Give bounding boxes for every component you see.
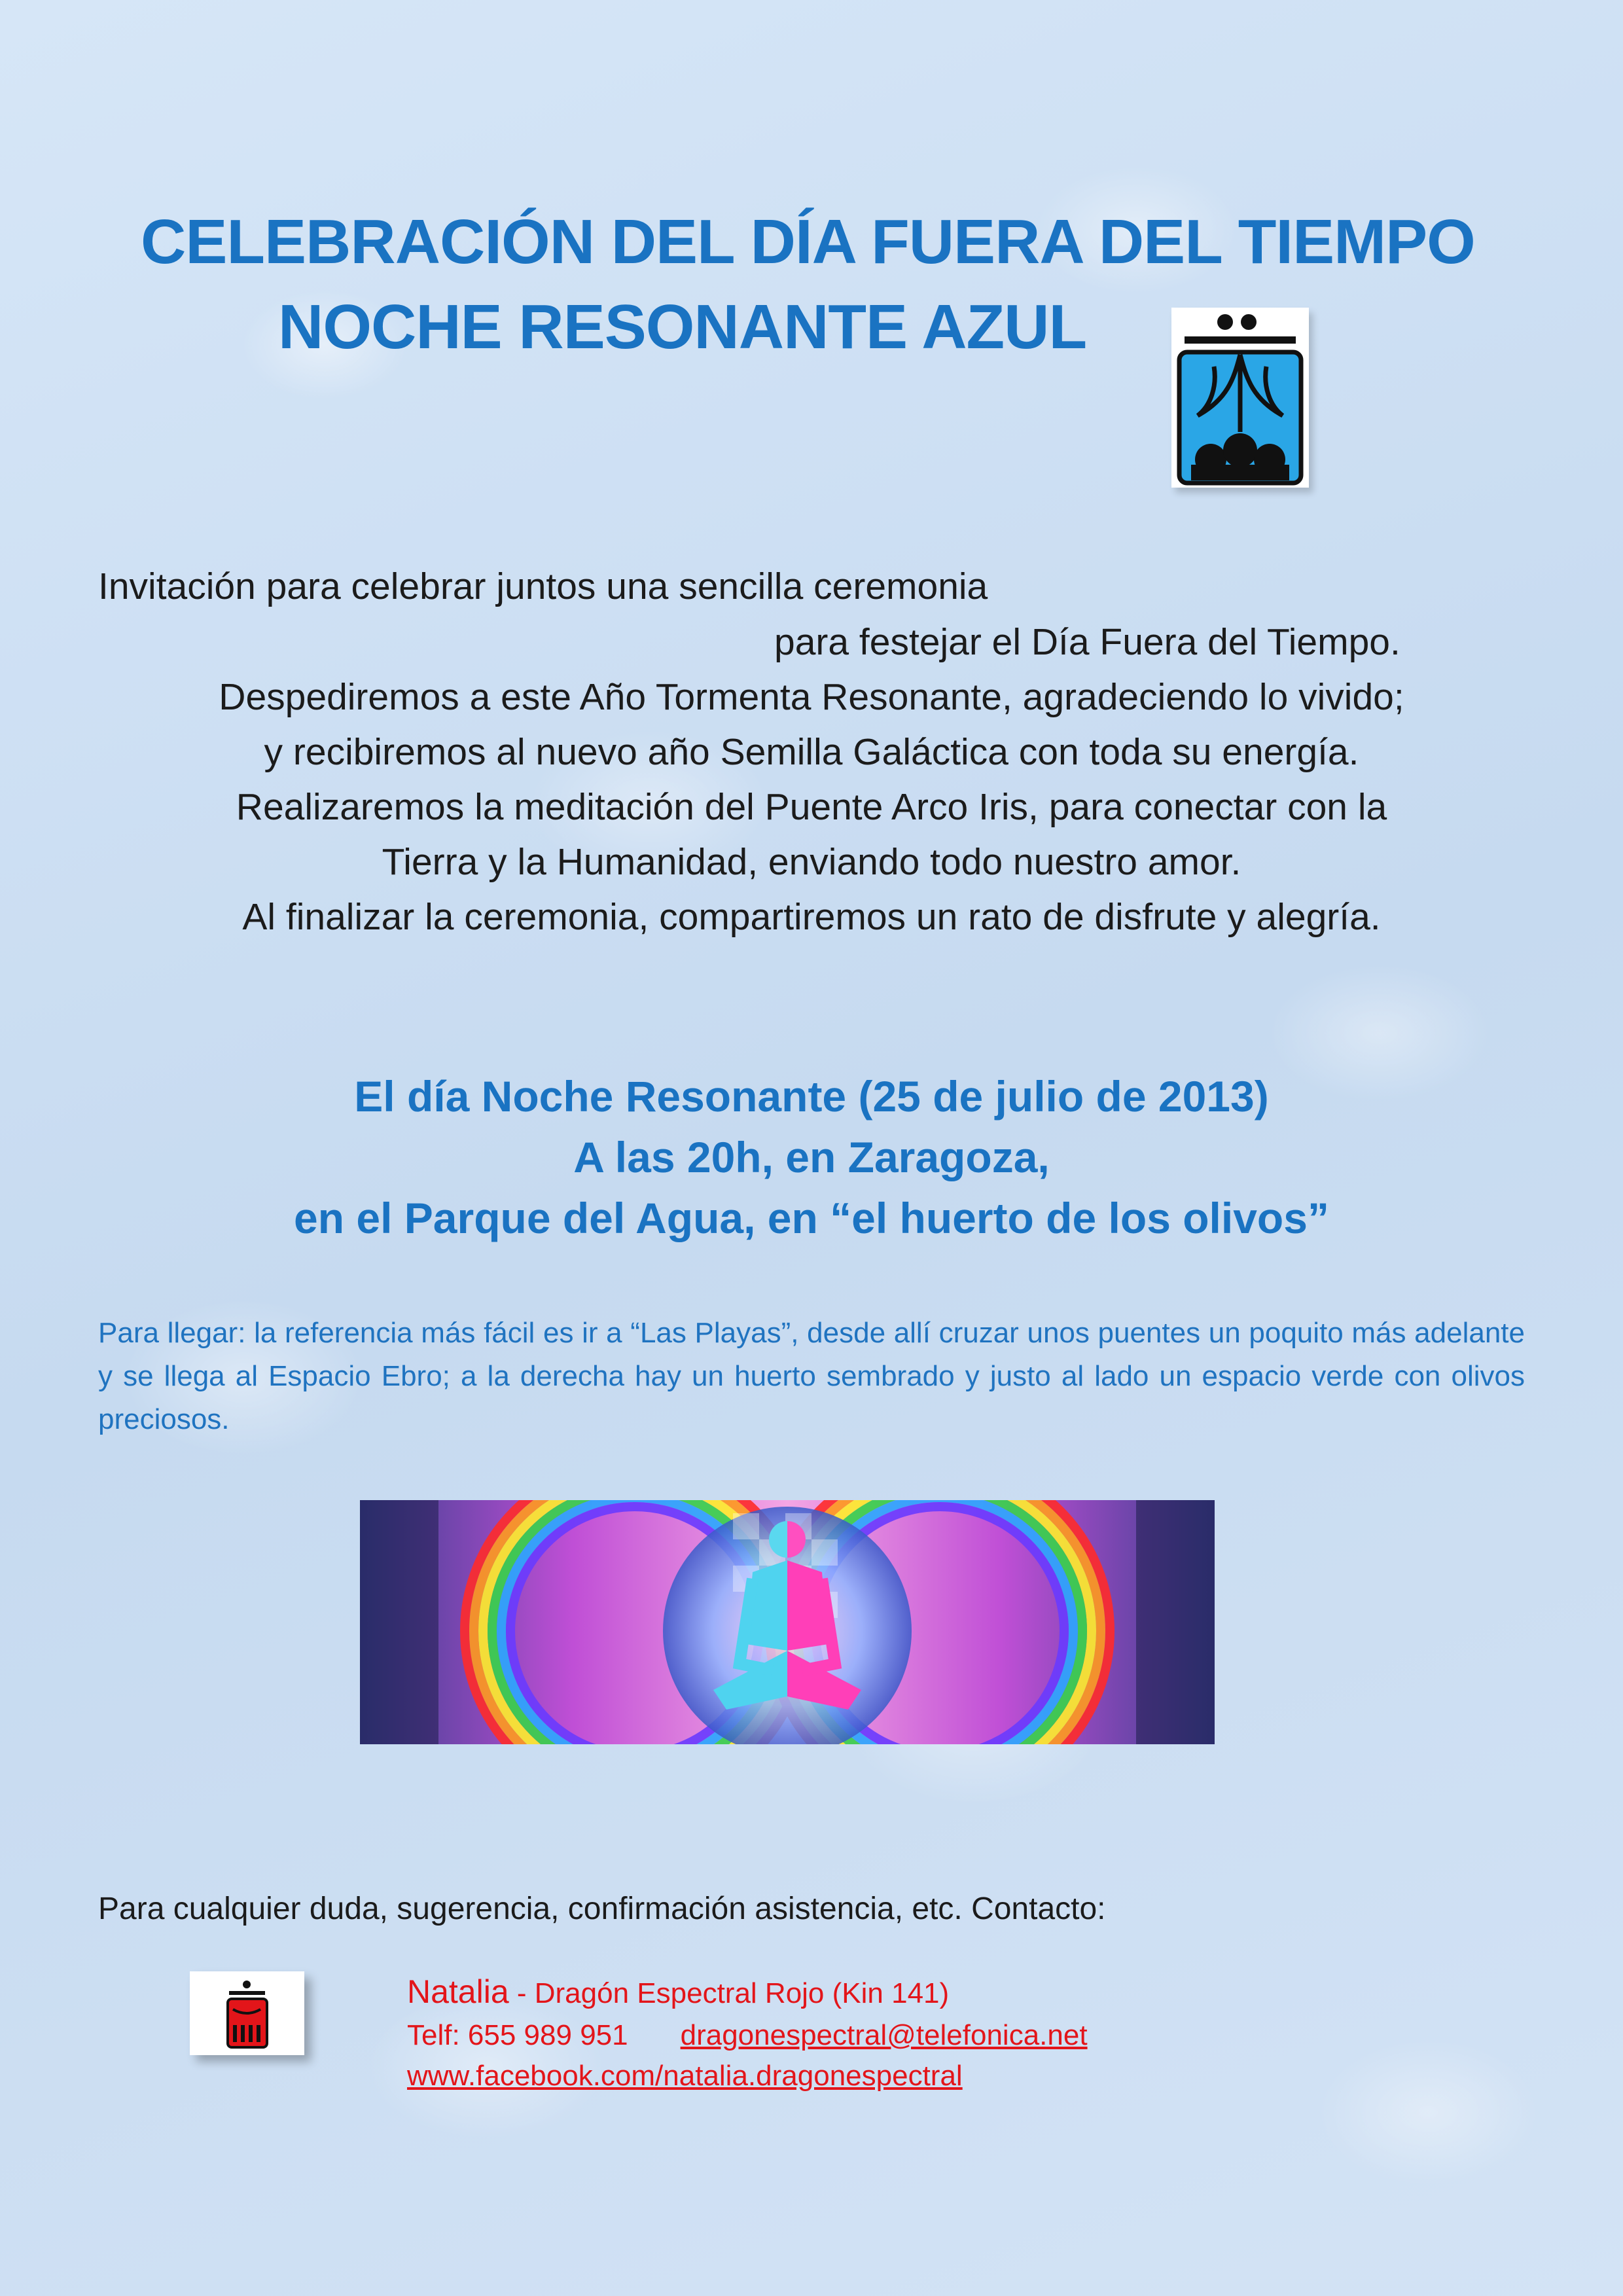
invitation-line: Realizaremos la meditación del Puente Arco Iris, para conectar con la	[236, 786, 1387, 828]
event-location: en el Parque del Agua, en “el huerto de los olivos”	[294, 1194, 1329, 1242]
invitation-line: Al finalizar la ceremonia, compartiremos un rato de disfrute y alegría.	[242, 896, 1381, 938]
invitation-line: para festejar el Día Fuera del Tiempo.	[774, 621, 1400, 663]
event-date: El día Noche Resonante (25 de julio de 2013)	[354, 1072, 1269, 1121]
red-dragon-seal-icon	[190, 1971, 304, 2055]
invitation-line: Despediremos a este Año Tormenta Resonante, agradeciendo lo vivido;	[219, 676, 1404, 718]
contact-facebook-link[interactable]: www.facebook.com/natalia.dragonespectral	[407, 2060, 963, 2092]
page-title: CELEBRACIÓN DEL DÍA FUERA DEL TIEMPO	[141, 207, 1475, 277]
invitation-line: y recibiremos al nuevo año Semilla Galáctica con toda su energía.	[264, 731, 1359, 773]
invitation-line: Tierra y la Humanidad, enviando todo nuestro amor.	[382, 841, 1241, 883]
contact-intro: Para cualquier duda, sugerencia, confirmación asistencia, etc. Contacto:	[98, 1892, 1106, 1926]
contact-phone-row	[407, 2021, 1088, 2050]
directions-paragraph: Para llegar: la referencia más fácil es ir a “Las Playas”, desde allí cruzar unos puentes un poquito más adelante y se llega al Espacio Ebro; a la derecha hay un huerto sembrado y justo al lado un espacio verde con olivos preciosos.	[98, 1317, 1525, 1435]
contact-kin: - Dragón Espectral Rojo (Kin 141)	[508, 1977, 950, 2009]
contact-name-text: Natalia	[407, 1973, 509, 2010]
page-subtitle: NOCHE RESONANTE AZUL	[278, 292, 1087, 362]
blue-night-seal-icon	[1171, 308, 1309, 488]
event-time-city: A las 20h, en Zaragoza,	[573, 1133, 1050, 1181]
contact-phone: Telf: 655 989 951	[407, 2019, 628, 2051]
invitation-line: Invitación para celebrar juntos una sencilla ceremonia	[98, 565, 988, 607]
rainbow-meditation-image	[360, 1500, 1215, 1744]
contact-name	[407, 1975, 949, 2008]
contact-email-link[interactable]: dragonespectral@telefonica.net	[680, 2019, 1088, 2051]
